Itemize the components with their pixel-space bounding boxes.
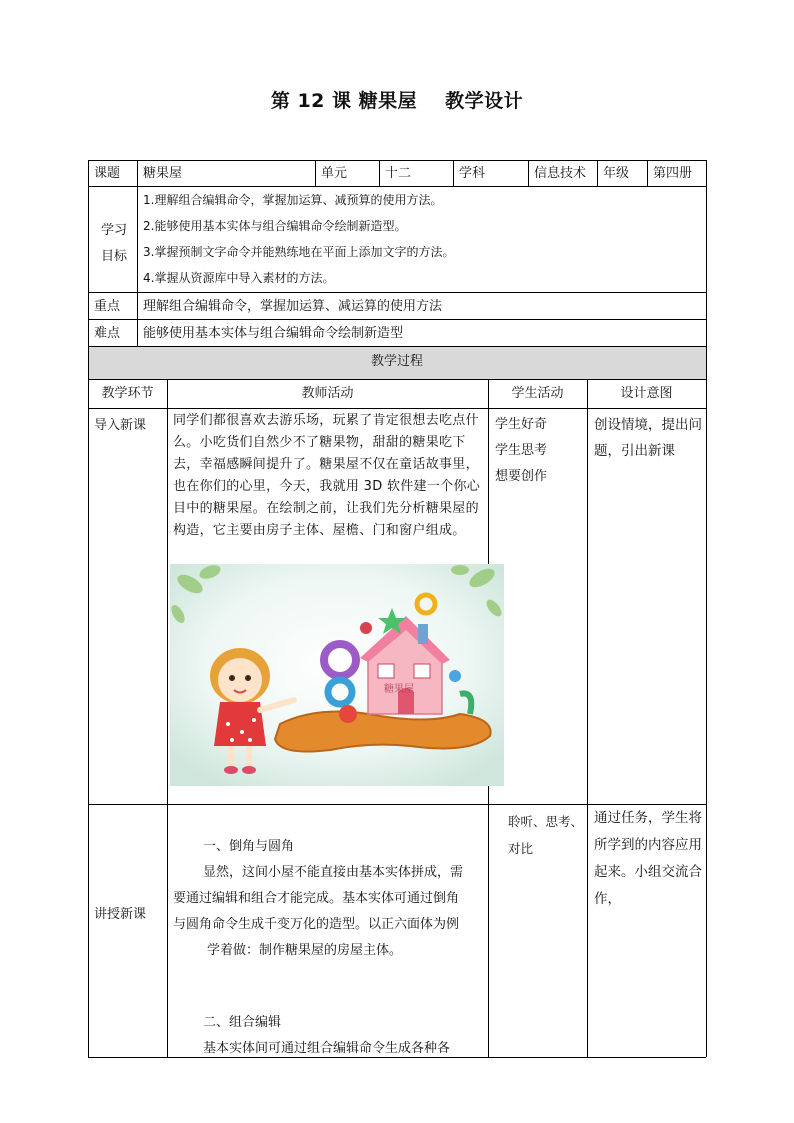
grade-label: 年级	[603, 166, 630, 181]
unit-label: 单元	[321, 166, 348, 181]
table-border	[137, 160, 138, 346]
section-heading: 二、组合编辑	[203, 1015, 282, 1030]
topic-value: 糖果屋	[143, 166, 183, 181]
process-header: 教学过程	[370, 354, 423, 369]
body-text-line: 要通过编辑和组合才能完成。基本实体可通过倒角	[173, 891, 460, 906]
table-border	[88, 160, 89, 1057]
goals-list	[143, 187, 703, 291]
subject-value: 信息技术	[534, 166, 587, 181]
table-border	[379, 160, 380, 186]
goals-label	[92, 218, 136, 270]
row2-student	[494, 808, 586, 862]
candy-house-illustration	[170, 564, 504, 786]
row1-stage: 导入新课	[94, 418, 147, 433]
student-activity: 学生好奇	[495, 417, 548, 432]
row1-teacher-text: 同学们都很喜欢去游乐场，玩累了肯定很想去吃点什么。小吃货们自然少不了糖果物，甜甜的糖果吃下去，幸福感瞬间提升了。糖果屋不仅在童话故事里，也在你们的心里，今天，我就用 3D 软件建一个你心目中的糖果屋。在绘制之前，让我们先分析糖果屋的构造，它主要由房子主体、屋檐、门和窗户组成。	[173, 413, 481, 538]
table-border	[315, 160, 316, 186]
page-title	[0, 86, 794, 113]
table-border	[647, 160, 648, 186]
row1-student	[495, 412, 547, 490]
row2-intent: 通过任务，学生将所学到的内容应用起来。小组交流合作，	[594, 810, 702, 907]
goal-item: 2.能够使用基本实体与组合编辑命令绘制新造型。	[143, 219, 407, 233]
goal-item: 3.掌握预制文字命令并能熟练地在平面上添加文字的方法。	[143, 245, 455, 259]
table-border	[88, 160, 706, 161]
table-border	[88, 379, 706, 380]
platform	[275, 712, 491, 752]
table-border	[88, 292, 706, 293]
col-intent: 设计意图	[620, 386, 673, 401]
table-border	[587, 379, 588, 1057]
student-activity: 聆听、思考、	[508, 814, 584, 829]
table-border	[453, 160, 454, 186]
table-border	[88, 319, 706, 320]
goals-label-line2: 目标	[100, 249, 127, 264]
body-text-line: 基本实体间可通过组合编辑命令生成各种各	[203, 1041, 451, 1056]
difficulty-value: 能够使用基本实体与组合编辑命令绘制新造型	[143, 326, 404, 341]
table-border	[706, 160, 707, 1057]
col-student: 学生活动	[511, 386, 564, 401]
body-text-line: 与圆角命令生成千变万化的造型。以正六面体为例	[173, 917, 460, 932]
lesson-title: 第 12 课 糖果屋	[270, 90, 418, 112]
goal-item: 1.理解组合编辑命令，掌握加运算、减预算的使用方法。	[143, 193, 443, 207]
student-activity: 对比	[508, 841, 534, 856]
row2-teacher	[173, 808, 484, 1062]
col-teacher: 教师活动	[301, 386, 354, 401]
student-activity: 学生思考	[495, 443, 548, 458]
table-border	[88, 408, 706, 409]
row1-intent: 创设情境，提出问题，引出新课	[594, 417, 702, 459]
grade-value: 第四册	[653, 166, 693, 181]
key-point-value: 理解组合编辑命令，掌握加运算、减运算的使用方法	[143, 299, 443, 314]
unit-value: 十二	[385, 166, 412, 181]
student-activity: 想要创作	[495, 469, 548, 484]
doc-subtitle: 教学设计	[445, 90, 524, 112]
subject-label: 学科	[459, 166, 486, 181]
body-text-line: 显然，这间小屋不能直接由基本实体拼成，需	[203, 865, 464, 880]
section-heading: 一、倒角与圆角	[203, 839, 295, 854]
goal-item: 4.掌握从资源库中导入素材的方法。	[143, 271, 335, 285]
topic-label: 课题	[94, 166, 121, 181]
table-border	[597, 160, 598, 186]
row2-stage: 讲授新课	[94, 907, 147, 922]
difficulty-label: 难点	[94, 326, 121, 341]
goals-label-line1: 学习	[100, 223, 127, 238]
col-stage: 教学环节	[101, 386, 154, 401]
table-border	[167, 379, 168, 1057]
table-border	[528, 160, 529, 186]
table-border	[88, 346, 706, 347]
key-point-label: 重点	[94, 299, 121, 314]
house-text: 糖果屋	[384, 684, 414, 695]
body-text-line: 学着做：制作糖果屋的房屋主体。	[207, 943, 403, 958]
